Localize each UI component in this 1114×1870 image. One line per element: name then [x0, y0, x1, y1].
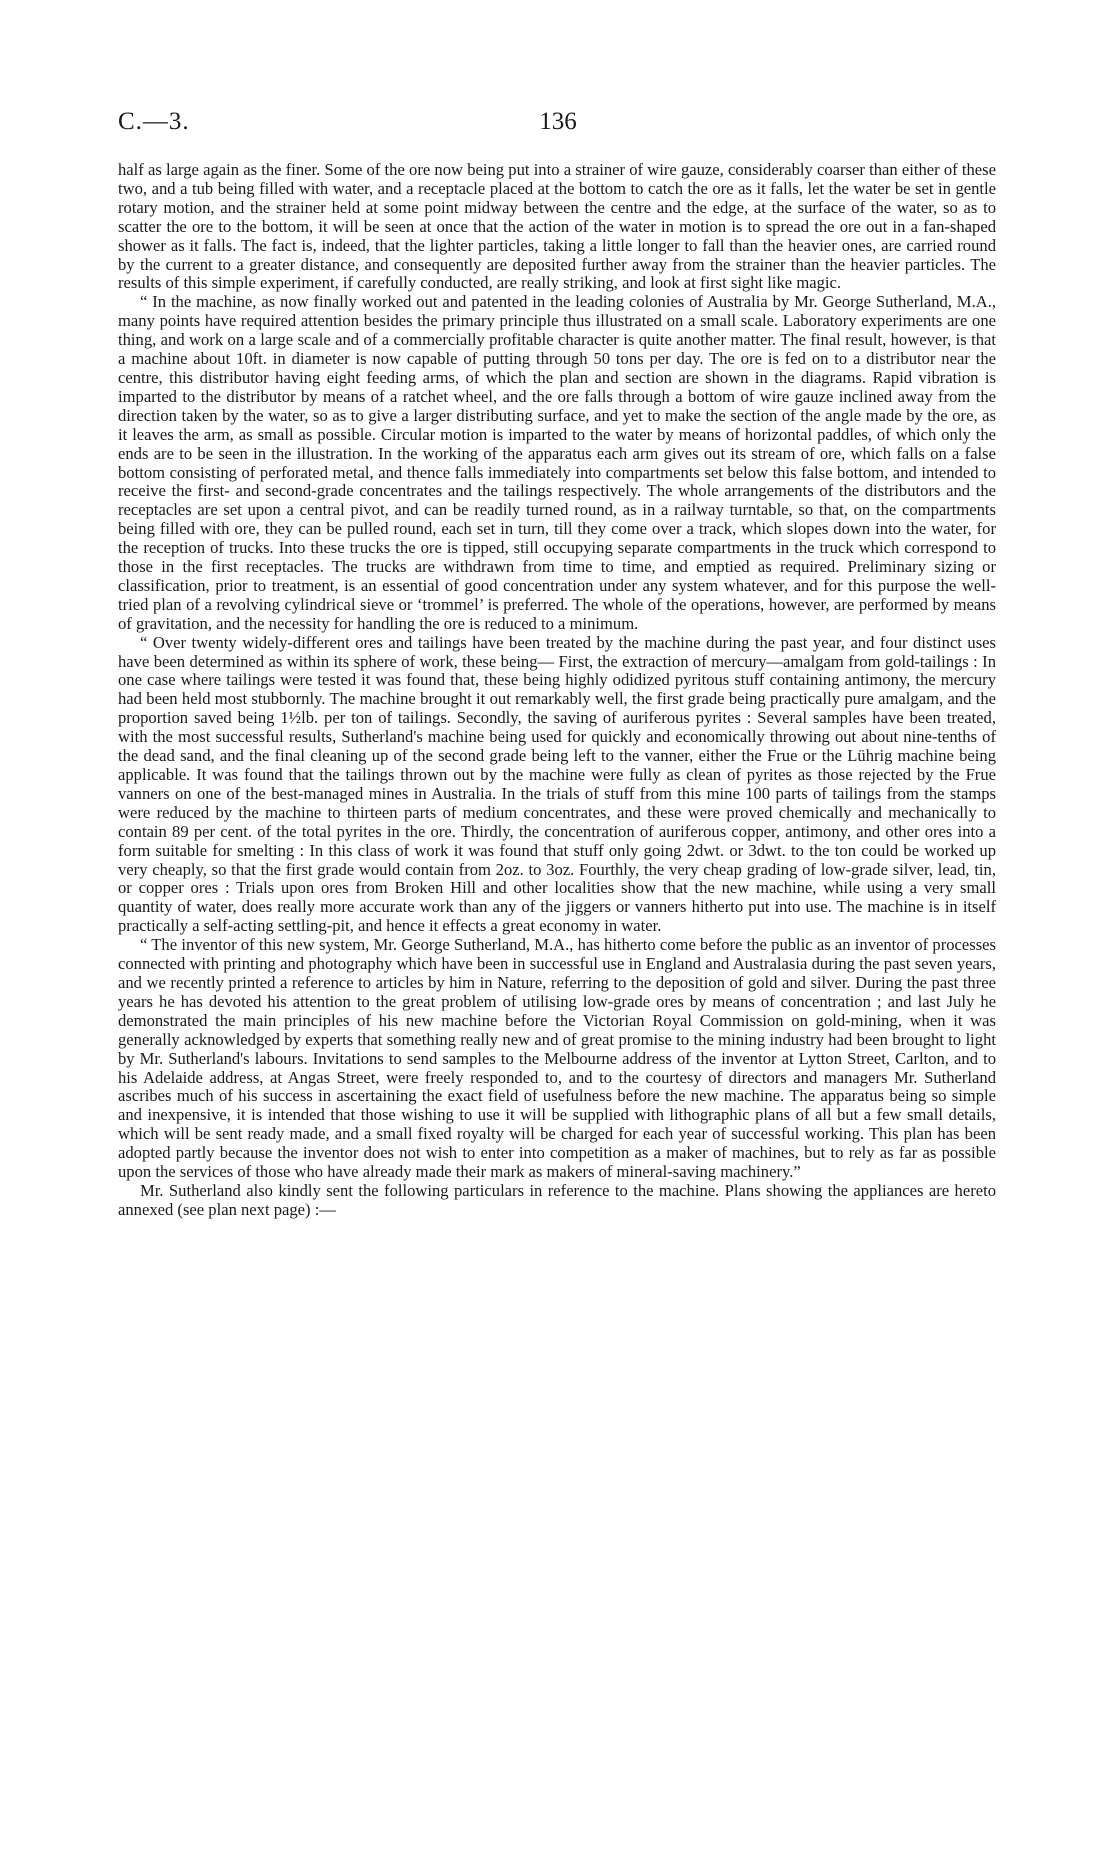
- page-header: [118, 108, 998, 140]
- paragraph-4: “ The inventor of this new system, Mr. George Sutherland, M.A., has hitherto come before the public as an inventor of processes connected with printing and photography which have been in successful use in England and Australasia during the past seven years, and we recently printed a reference to articles by him in Nature, referring to the deposition of gold and silver. During the past three years he has devoted his attention to the great problem of utilising low-grade ores by means of concentration ; and last July he demonstrated the main principles of his new machine before the Victorian Royal Commission on gold-mining, when it was generally acknowledged by experts that something really new and of great promise to the mining industry had been brought to light by Mr. Sutherland's labours. Invitations to send samples to the Melbourne address of the inventor at Lytton Street, Carlton, and to his Adelaide address, at Angas Street, were freely responded to, and to the courtesy of directors and managers Mr. Sutherland ascribes much of his success in ascertaining the exact field of usefulness before the new machine. The apparatus being so simple and inexpensive, it is intended that those wishing to use it will be supplied with lithographic plans of all but a few small details, which will be sent ready made, and a small fixed royalty will be charged for each year of successful working. This plan has been adopted partly because the inventor does not wish to enter into competition as a maker of machines, but to rely as far as possible upon the services of those who have already made their mark as makers of mineral-saving machinery.”: [118, 935, 996, 1182]
- page-number: 136: [539, 108, 577, 135]
- paragraph-2: “ In the machine, as now finally worked out and patented in the leading colonies of Australia by Mr. George Sutherland, M.A., many points have required attention besides the primary principle thus illustrated on a small scale. Laboratory experiments are one thing, and work on a large scale and of a commercially profitable character is quite another matter. The final result, however, is that a machine about 10ft. in diameter is now capable of putting through 50 tons per day. The ore is fed on to a distributor near the centre, this distributor having eight feeding arms, of which the plan and section are shown in the diagrams. Rapid vibration is imparted to the distributor by means of a ratchet wheel, and the ore falls through a bottom of wire gauze inclined away from the direction taken by the water, so as to give a larger distributing surface, and yet to make the section of the angle made by the ore, as it leaves the arm, as small as possible. Circular motion is imparted to the water by means of horizontal paddles, of which only the ends are to be seen in the illustration. In the working of the apparatus each arm gives out its stream of ore, which falls on a false bottom consisting of perforated metal, and thence falls immediately into compartments set below this false bottom, and intended to receive the first- and second-grade concentrates and the tailings respectively. The whole arrangements of the distributors and the receptacles are set upon a central pivot, and can be readily turned round, as in a railway turntable, so that, on the compartments being filled with ore, they can be pulled round, each set in turn, till they come over a track, which slopes down into the water, for the reception of trucks. Into these trucks the ore is tipped, still occupying separate compartments in the truck which correspond to those in the first receptacles. The trucks are withdrawn from time to time, and emptied as required. Preliminary sizing or classification, prior to treatment, is an essential of good concentration under any system whatever, and for this purpose the well-tried plan of a revolving cylindrical sieve or ‘trommel’ is preferred. The whole of the operations, however, are performed by means of gravitation, and the necessity for handling the ore is reduced to a minimum.: [118, 292, 996, 633]
- body-text: [118, 161, 996, 1220]
- document-reference: C.—3.: [118, 108, 190, 135]
- paragraph-3: “ Over twenty widely-different ores and tailings have been treated by the machine during the past year, and four distinct uses have been determined as within its sphere of work, these being— First, the extraction of mercury—amalgam from gold-tailings : In one case where tailings were tested it was found that, these being highly odidized pyritous stuff containing antimony, the mercury had been held most stubbornly. The machine brought it out remarkably well, the first grade being practically pure amalgam, and the proportion saved being 1½lb. per ton of tailings. Secondly, the saving of auriferous pyrites : Several samples have been treated, with the most successful results, Sutherland's machine being used for quickly and economically throwing out about nine-tenths of the dead sand, and the final cleaning up of the second grade being left to the vanner, either the Frue or the Lührig machine being applicable. It was found that the tailings thrown out by the machine were fully as clean of pyrites as those rejected by the Frue vanners on one of the best-managed mines in Australia. In the trials of stuff from this mine 100 parts of tailings from the stamps were reduced by the machine to thirteen parts of medium concentrates, and these were proved chemically and mechanically to contain 89 per cent. of the total pyrites in the ore. Thirdly, the concentration of auriferous copper, antimony, and other ores into a form suitable for smelting : In this class of work it was found that stuff only going 2dwt. or 3dwt. to the ton could be worked up very cheaply, so that the first grade would contain from 2oz. to 3oz. Fourthly, the very cheap grading of low-grade silver, lead, tin, or copper ores : Trials upon ores from Broken Hill and other localities show that the new machine, while using a very small quantity of water, does really more accurate work than any of the jiggers or vanners hitherto put into use. The machine is in itself practically a self-acting settling-pit, and hence it effects a great economy in water.: [118, 632, 996, 936]
- paragraph-5: Mr. Sutherland also kindly sent the following particulars in reference to the machine. Plans showing the appliances are hereto annexed (see plan next page) :—: [118, 1180, 996, 1219]
- paragraph-1: half as large again as the finer. Some of the ore now being put into a strainer of wire gauze, considerably coarser than either of these two, and a tub being filled with water, and a receptacle placed at the bottom to catch the ore as it falls, let the water be set in gentle rotary motion, and the strainer held at some point midway between the centre and the edge, at the surface of the water, so as to scatter the ore to the bottom, it will be seen at once that the action of the water in motion is to spread the ore out in a fan-shaped shower as it falls. The fact is, indeed, that the lighter particles, taking a little longer to fall than the heavier ones, are carried round by the current to a greater distance, and consequently are deposited further away from the strainer than the heavier particles. The results of this simple experiment, if carefully conducted, are really striking, and look at first sight like magic.: [118, 160, 996, 293]
